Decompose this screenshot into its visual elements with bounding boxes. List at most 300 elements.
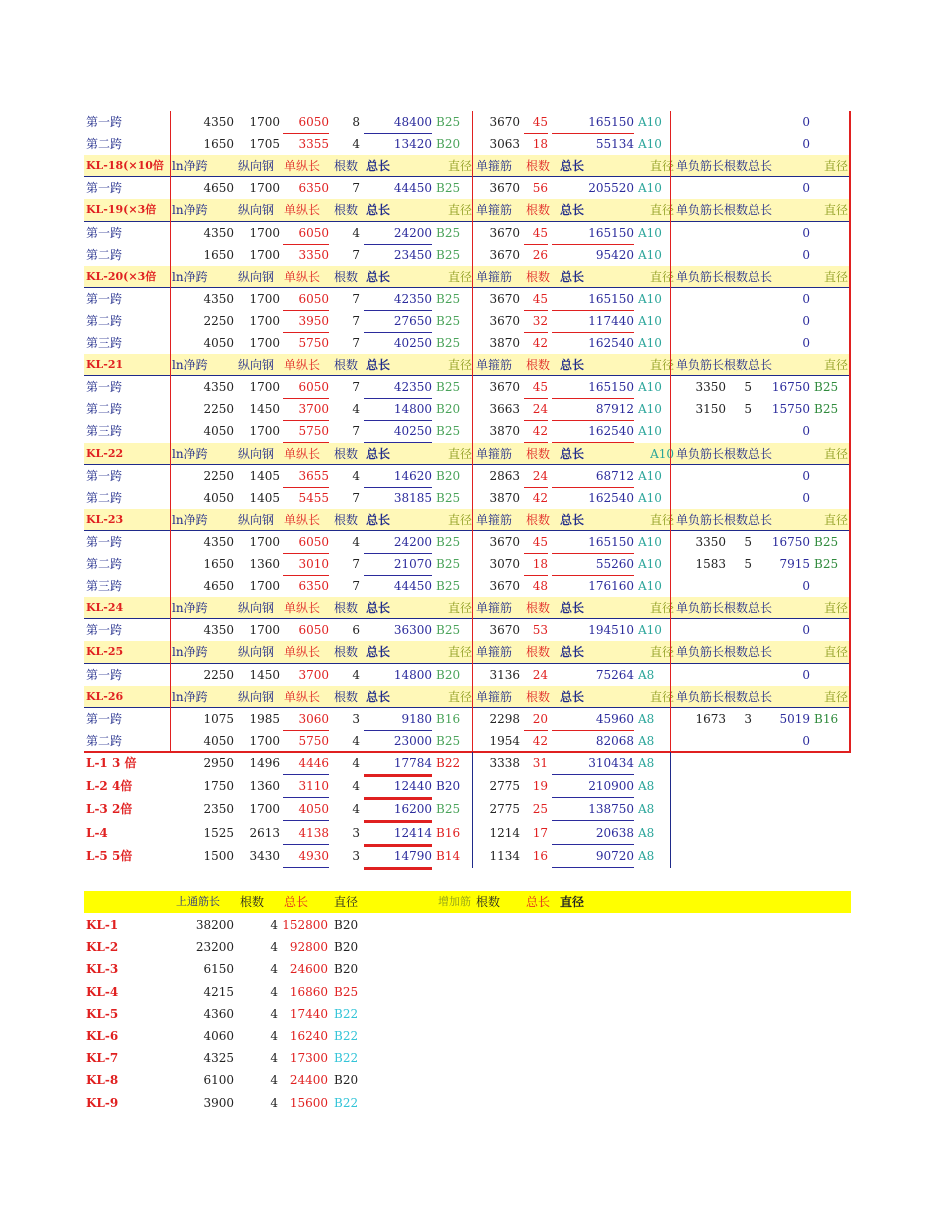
cell-unit: 3700 <box>283 664 329 687</box>
header-stir-total: 总长 <box>560 512 585 527</box>
cell-unit: 6050 <box>283 376 329 399</box>
cell-neg-len: 3350 <box>695 380 726 395</box>
cell-neg-count <box>730 133 752 155</box>
cell-neg-count <box>730 111 752 133</box>
cell-ln: 1075 <box>203 711 234 726</box>
header-stir-dia: 直径 <box>649 203 674 218</box>
summary-dia: B20 <box>334 962 359 977</box>
cell-stir-dia: A8 <box>638 755 655 770</box>
cell-name: 第一跨 <box>86 225 123 240</box>
cell-neg-dia <box>814 111 850 133</box>
header-total: 总长 <box>366 645 391 660</box>
cell-stir-len: 2775 <box>489 802 520 817</box>
cell-name: 第三跨 <box>86 579 123 594</box>
cell-name: 第一跨 <box>86 380 123 395</box>
cell-name: 第二跨 <box>86 137 123 152</box>
summary-row <box>84 914 851 936</box>
cell-neg-count <box>730 730 752 752</box>
header-dia: 直径 <box>447 689 472 704</box>
summary-total: 92800 <box>289 940 328 955</box>
cell-name: 第一跨 <box>86 291 123 306</box>
cell-stir-len: 3670 <box>489 115 520 129</box>
header-neg: 单负筋长根数总长 <box>676 689 773 704</box>
header-dia: 直径 <box>447 358 472 373</box>
cell-stir-dia: A10 <box>638 225 662 240</box>
header-neg: 单负筋长根数总长 <box>676 203 773 218</box>
cell-stir-len: 1214 <box>489 825 520 840</box>
cell-name: 第一跨 <box>86 623 123 638</box>
cell-stir-count: 17 <box>532 825 548 840</box>
cell-dia: B25 <box>436 115 461 129</box>
summary-total: 16240 <box>289 1029 328 1043</box>
header-unit: 单纵长 <box>284 645 321 660</box>
cell-unit: 5750 <box>283 420 329 443</box>
cell-stir-total: 55260 <box>552 553 634 576</box>
cell-count: 4 <box>352 667 360 682</box>
cell-neg-dia <box>814 465 850 487</box>
column-border <box>170 111 171 752</box>
cell-unit: 3110 <box>283 775 329 798</box>
cell-count: 7 <box>352 490 360 505</box>
span-row <box>84 619 851 641</box>
cell-neg-count: 5 <box>744 557 752 571</box>
cell-stir-total: 20638 <box>552 822 634 845</box>
cell-stir-len: 3870 <box>489 424 520 439</box>
summary-header-add: 增加筋 <box>438 895 471 908</box>
header-long: 纵向钢 <box>238 446 275 461</box>
cell-ln: 1650 <box>203 137 234 152</box>
l-beam-row <box>84 752 851 774</box>
cell-neg-dia <box>814 575 850 597</box>
beam-header-row <box>84 155 851 177</box>
summary-row <box>84 936 851 958</box>
cell-stir-len: 3136 <box>489 667 520 682</box>
cell-total: 14790 <box>364 845 432 870</box>
cell-neg-total: 16750 <box>771 534 810 549</box>
header-ln: ln净跨 <box>172 512 208 527</box>
summary-header-total: 总长 <box>284 895 309 909</box>
cell-stir-dia: A10 <box>638 380 662 395</box>
summary-len: 3900 <box>203 1095 234 1110</box>
summary-total: 17300 <box>289 1051 328 1066</box>
beam-label: KL-21 <box>86 358 124 372</box>
cell-total: 12440 <box>364 775 432 800</box>
header-stir-dia: 直径 <box>649 512 674 527</box>
cell-stir-dia: A10 <box>638 557 662 571</box>
cell-long: 1985 <box>249 711 280 726</box>
cell-stir-dia: A10 <box>638 336 662 350</box>
cell-count: 7 <box>352 557 360 571</box>
cell-long: 1705 <box>249 137 280 152</box>
cell-neg-dia <box>814 664 850 686</box>
cell-ln: 1650 <box>203 557 234 571</box>
cell-long: 1450 <box>249 402 280 417</box>
cell-neg-len <box>678 177 726 199</box>
cell-neg-total: 5019 <box>779 711 810 726</box>
cell-count: 7 <box>352 181 360 196</box>
cell-long: 1700 <box>249 291 280 306</box>
header-unit: 单纵长 <box>284 689 321 704</box>
summary-len: 4360 <box>203 1006 234 1021</box>
cell-stir-dia: A8 <box>638 825 655 840</box>
cell-neg-dia <box>814 420 850 442</box>
cell-ln: 4350 <box>203 380 234 395</box>
beam-header-row <box>84 443 851 465</box>
header-stir-total: 总长 <box>560 159 585 174</box>
cell-stir-len: 3663 <box>489 402 520 417</box>
header-long: 纵向钢 <box>238 203 275 218</box>
cell-stir-dia: A10 <box>638 247 662 262</box>
cell-stir-dia: A10 <box>638 623 662 638</box>
summary-row <box>84 1003 851 1025</box>
header-count: 根数 <box>334 203 359 218</box>
cell-neg-len <box>678 222 726 244</box>
header-unit: 单纵长 <box>284 203 321 218</box>
cell-neg-total: 0 <box>802 623 810 638</box>
beam-label: KL-20(×3倍 <box>86 269 157 283</box>
cell-ln: 2950 <box>203 755 234 770</box>
summary-count: 4 <box>270 1051 278 1066</box>
header-stir-total: 总长 <box>560 446 585 461</box>
cell-long: 1700 <box>249 247 280 262</box>
cell-neg-count <box>730 332 752 354</box>
header-stir-count: 根数 <box>526 446 551 461</box>
cell-total: 13420 <box>364 133 432 156</box>
header-neg: 单负筋长根数总长 <box>676 512 773 527</box>
cell-dia: B25 <box>436 579 461 594</box>
cell-stir-count: 42 <box>524 420 548 443</box>
cell-long: 3430 <box>249 848 280 863</box>
cell-ln: 1525 <box>203 825 234 840</box>
header-ln: ln净跨 <box>172 689 208 704</box>
summary-row <box>84 1069 851 1091</box>
cell-count: 7 <box>352 424 360 439</box>
cell-stir-len: 3670 <box>489 225 520 240</box>
cell-dia: B20 <box>436 137 461 152</box>
cell-stir-len: 3670 <box>489 623 520 638</box>
cell-neg-len <box>678 619 726 641</box>
header-unit: 单纵长 <box>284 446 321 461</box>
cell-ln: 4350 <box>203 115 234 129</box>
cell-stir-total: 210900 <box>552 775 634 798</box>
summary-dia: B22 <box>334 1029 359 1043</box>
summary-len: 6150 <box>203 962 234 977</box>
cell-neg-len <box>678 575 726 597</box>
header-ln: ln净跨 <box>172 446 208 461</box>
cell-total: 12414 <box>364 822 432 847</box>
cell-stir-count: 19 <box>532 779 548 794</box>
column-border <box>472 752 473 868</box>
cell-stir-len: 3670 <box>489 534 520 549</box>
cell-dia: B20 <box>436 402 461 417</box>
summary-dia: B20 <box>334 918 359 932</box>
cell-name: 第二跨 <box>86 557 123 571</box>
header-ln: ln净跨 <box>172 203 208 218</box>
beam-label: KL-22 <box>86 446 124 460</box>
cell-long: 1496 <box>249 755 280 770</box>
cell-neg-dia <box>814 177 850 199</box>
cell-dia: B16 <box>436 711 461 726</box>
cell-ln: 4050 <box>203 336 234 350</box>
summary-label: KL-2 <box>86 940 119 955</box>
cell-stir-total: 162540 <box>552 420 634 443</box>
cell-long: 1700 <box>249 733 280 748</box>
header-long: 纵向钢 <box>238 645 275 660</box>
cell-unit: 3350 <box>283 244 329 267</box>
cell-stir-len: 2863 <box>489 468 520 483</box>
cell-ln: 4050 <box>203 490 234 505</box>
cell-stir-len: 3670 <box>489 181 520 196</box>
column-border <box>670 752 671 868</box>
cell-count: 8 <box>352 115 360 129</box>
cell-stir-len: 3870 <box>489 490 520 505</box>
header-total: 总长 <box>366 203 391 218</box>
header-dia: 直径 <box>447 269 472 284</box>
cell-dia: B14 <box>436 848 461 863</box>
cell-long: 2613 <box>249 825 280 840</box>
cell-dia: B20 <box>436 667 461 682</box>
summary-total: 17440 <box>289 1006 328 1021</box>
cell-neg-dia <box>814 244 850 266</box>
header-stir-dia: A10 <box>650 446 674 461</box>
summary-header-add-dia: 直径 <box>560 895 585 909</box>
header-stir-total: 总长 <box>560 203 585 218</box>
cell-neg-dia: B25 <box>814 380 839 395</box>
cell-unit: 6050 <box>283 111 329 134</box>
header-stir-count: 根数 <box>526 203 551 218</box>
cell-unit: 5750 <box>283 332 329 355</box>
header-long: 纵向钢 <box>238 269 275 284</box>
cell-total: 17784 <box>364 752 432 777</box>
cell-unit: 3355 <box>283 133 329 156</box>
cell-unit: 6050 <box>283 288 329 311</box>
cell-unit: 3950 <box>283 310 329 333</box>
cell-stir-total: 165150 <box>552 376 634 399</box>
cell-unit: 4138 <box>283 822 329 845</box>
cell-stir-count: 45 <box>524 288 548 311</box>
header-count: 根数 <box>334 601 359 616</box>
cell-stir-dia: A10 <box>638 468 662 483</box>
cell-stir-count: 18 <box>524 553 548 576</box>
header-stir-len: 单箍筋 <box>476 645 513 660</box>
summary-count: 4 <box>270 918 278 932</box>
header-stir-len: 单箍筋 <box>476 159 513 174</box>
cell-dia: B25 <box>436 623 461 638</box>
cell-stir-len: 3670 <box>489 313 520 328</box>
cell-stir-total: 165150 <box>552 288 634 311</box>
cell-stir-count: 20 <box>524 708 548 731</box>
cell-neg-count: 5 <box>744 402 752 417</box>
cell-count: 7 <box>352 313 360 328</box>
summary-header-count: 根数 <box>240 895 265 909</box>
cell-count: 4 <box>352 802 360 817</box>
header-neg-dia: 直径 <box>823 159 848 174</box>
beam-header-row <box>84 354 851 376</box>
cell-stir-total: 90720 <box>552 845 634 868</box>
cell-stir-len: 3870 <box>489 336 520 350</box>
l-beam-row <box>84 775 851 797</box>
summary-header-dia: 直径 <box>334 895 359 909</box>
cell-stir-count: 16 <box>532 848 548 863</box>
cell-neg-count: 5 <box>744 380 752 395</box>
cell-neg-dia <box>814 619 850 641</box>
span-row <box>84 222 851 244</box>
cell-stir-count: 45 <box>524 111 548 134</box>
summary-dia: B22 <box>334 1051 359 1066</box>
cell-neg-total: 0 <box>802 313 810 328</box>
cell-long: 1700 <box>249 623 280 638</box>
header-unit: 单纵长 <box>284 159 321 174</box>
cell-neg-count <box>730 244 752 266</box>
summary-header-add-count: 根数 <box>476 895 501 909</box>
cell-total: 24200 <box>364 222 432 245</box>
cell-name: 第二跨 <box>86 733 123 748</box>
header-stir-total: 总长 <box>560 689 585 704</box>
cell-stir-dia: A8 <box>638 711 655 726</box>
summary-len: 4060 <box>203 1029 234 1043</box>
cell-total: 23000 <box>364 730 432 753</box>
cell-ln: 4050 <box>203 424 234 439</box>
cell-ln: 4350 <box>203 291 234 306</box>
cell-long: 1700 <box>249 579 280 594</box>
cell-dia: B25 <box>436 424 461 439</box>
cell-total: 44450 <box>364 177 432 200</box>
cell-long: 1700 <box>249 336 280 350</box>
cell-stir-dia: A10 <box>638 115 662 129</box>
cell-neg-count <box>730 465 752 487</box>
cell-stir-dia: A8 <box>638 733 655 748</box>
cell-neg-count <box>730 664 752 686</box>
cell-stir-count: 32 <box>524 310 548 333</box>
cell-dia: B25 <box>436 534 461 549</box>
header-stir-len: 单箍筋 <box>476 358 513 373</box>
beam-label: KL-26 <box>86 689 124 703</box>
header-neg: 单负筋长根数总长 <box>676 645 773 660</box>
cell-stir-total: 176160 <box>552 575 634 598</box>
cell-stir-dia: A10 <box>638 181 662 196</box>
summary-row <box>84 1025 851 1047</box>
cell-total: 42350 <box>364 288 432 311</box>
cell-neg-total: 0 <box>802 733 810 748</box>
cell-count: 7 <box>352 336 360 350</box>
cell-stir-dia: A10 <box>638 579 662 594</box>
cell-neg-count <box>730 177 752 199</box>
summary-label: KL-5 <box>86 1006 119 1021</box>
span-row <box>84 288 851 310</box>
summary-count: 4 <box>270 940 278 955</box>
cell-long: 1360 <box>249 557 280 571</box>
cell-stir-total: 82068 <box>552 730 634 753</box>
header-count: 根数 <box>334 689 359 704</box>
cell-stir-len: 1134 <box>489 848 520 863</box>
cell-neg-len <box>678 465 726 487</box>
header-long: 纵向钢 <box>238 159 275 174</box>
cell-count: 3 <box>352 825 360 840</box>
summary-header-len: 上通筋长 <box>176 895 220 908</box>
cell-count: 7 <box>352 579 360 594</box>
cell-stir-total: 310434 <box>552 752 634 775</box>
cell-total: 14800 <box>364 398 432 421</box>
header-stir-len: 单箍筋 <box>476 689 513 704</box>
cell-count: 4 <box>352 534 360 549</box>
summary-dia: B22 <box>334 1095 359 1110</box>
summary-header-add-total: 总长 <box>526 895 551 909</box>
header-stir-total: 总长 <box>560 645 585 660</box>
span-row <box>84 332 851 354</box>
span-row <box>84 531 851 553</box>
cell-unit: 6050 <box>283 619 329 642</box>
cell-unit: 3060 <box>283 708 329 731</box>
span-row <box>84 420 851 442</box>
cell-count: 3 <box>352 848 360 863</box>
header-dia: 直径 <box>447 159 472 174</box>
cell-neg-len <box>678 487 726 509</box>
cell-stir-dia: A10 <box>638 490 662 505</box>
cell-stir-count: 42 <box>524 487 548 510</box>
header-stir-len: 单箍筋 <box>476 269 513 284</box>
summary-dia: B25 <box>334 984 359 999</box>
cell-name: 第三跨 <box>86 336 123 350</box>
summary-count: 4 <box>270 984 278 999</box>
summary-len: 4325 <box>203 1051 234 1066</box>
summary-total: 16860 <box>289 984 328 999</box>
cell-neg-dia: B16 <box>814 711 839 726</box>
cell-neg-dia <box>814 133 850 155</box>
header-stir-len: 单箍筋 <box>476 446 513 461</box>
cell-neg-count: 5 <box>744 534 752 549</box>
cell-stir-total: 68712 <box>552 465 634 488</box>
span-row <box>84 553 851 575</box>
cell-neg-count <box>730 487 752 509</box>
cell-ln: 2350 <box>203 802 234 817</box>
cell-unit: 3655 <box>283 465 329 488</box>
cell-neg-total: 0 <box>802 468 810 483</box>
header-total: 总长 <box>366 601 391 616</box>
summary-label: KL-9 <box>86 1095 119 1110</box>
cell-stir-dia: A8 <box>638 667 655 682</box>
cell-neg-total: 7915 <box>779 557 810 571</box>
cell-stir-len: 3670 <box>489 579 520 594</box>
beam-label: KL-24 <box>86 601 124 615</box>
cell-ln: 4050 <box>203 733 234 748</box>
header-neg-dia: 直径 <box>823 689 848 704</box>
l-beam-row <box>84 845 851 867</box>
cell-neg-len <box>678 730 726 752</box>
summary-total: 152800 <box>282 918 328 932</box>
beam-header-row <box>84 597 851 619</box>
cell-count: 4 <box>352 733 360 748</box>
cell-neg-dia: B25 <box>814 534 839 549</box>
cell-neg-total: 0 <box>802 137 810 152</box>
cell-stir-dia: A10 <box>638 291 662 306</box>
summary-len: 6100 <box>203 1073 234 1088</box>
cell-unit: 4446 <box>283 752 329 775</box>
l-beam-row <box>84 822 851 844</box>
cell-count: 4 <box>352 779 360 794</box>
cell-count: 7 <box>352 291 360 306</box>
header-stir-len: 单箍筋 <box>476 203 513 218</box>
cell-count: 7 <box>352 247 360 262</box>
cell-neg-dia <box>814 487 850 509</box>
cell-stir-count: 26 <box>524 244 548 267</box>
cell-neg-count <box>730 420 752 442</box>
span-row <box>84 111 851 133</box>
cell-neg-dia <box>814 332 850 354</box>
cell-long: 1700 <box>249 115 280 129</box>
cell-stir-total: 138750 <box>552 798 634 821</box>
header-neg-dia: 直径 <box>823 512 848 527</box>
header-stir-count: 根数 <box>526 645 551 660</box>
